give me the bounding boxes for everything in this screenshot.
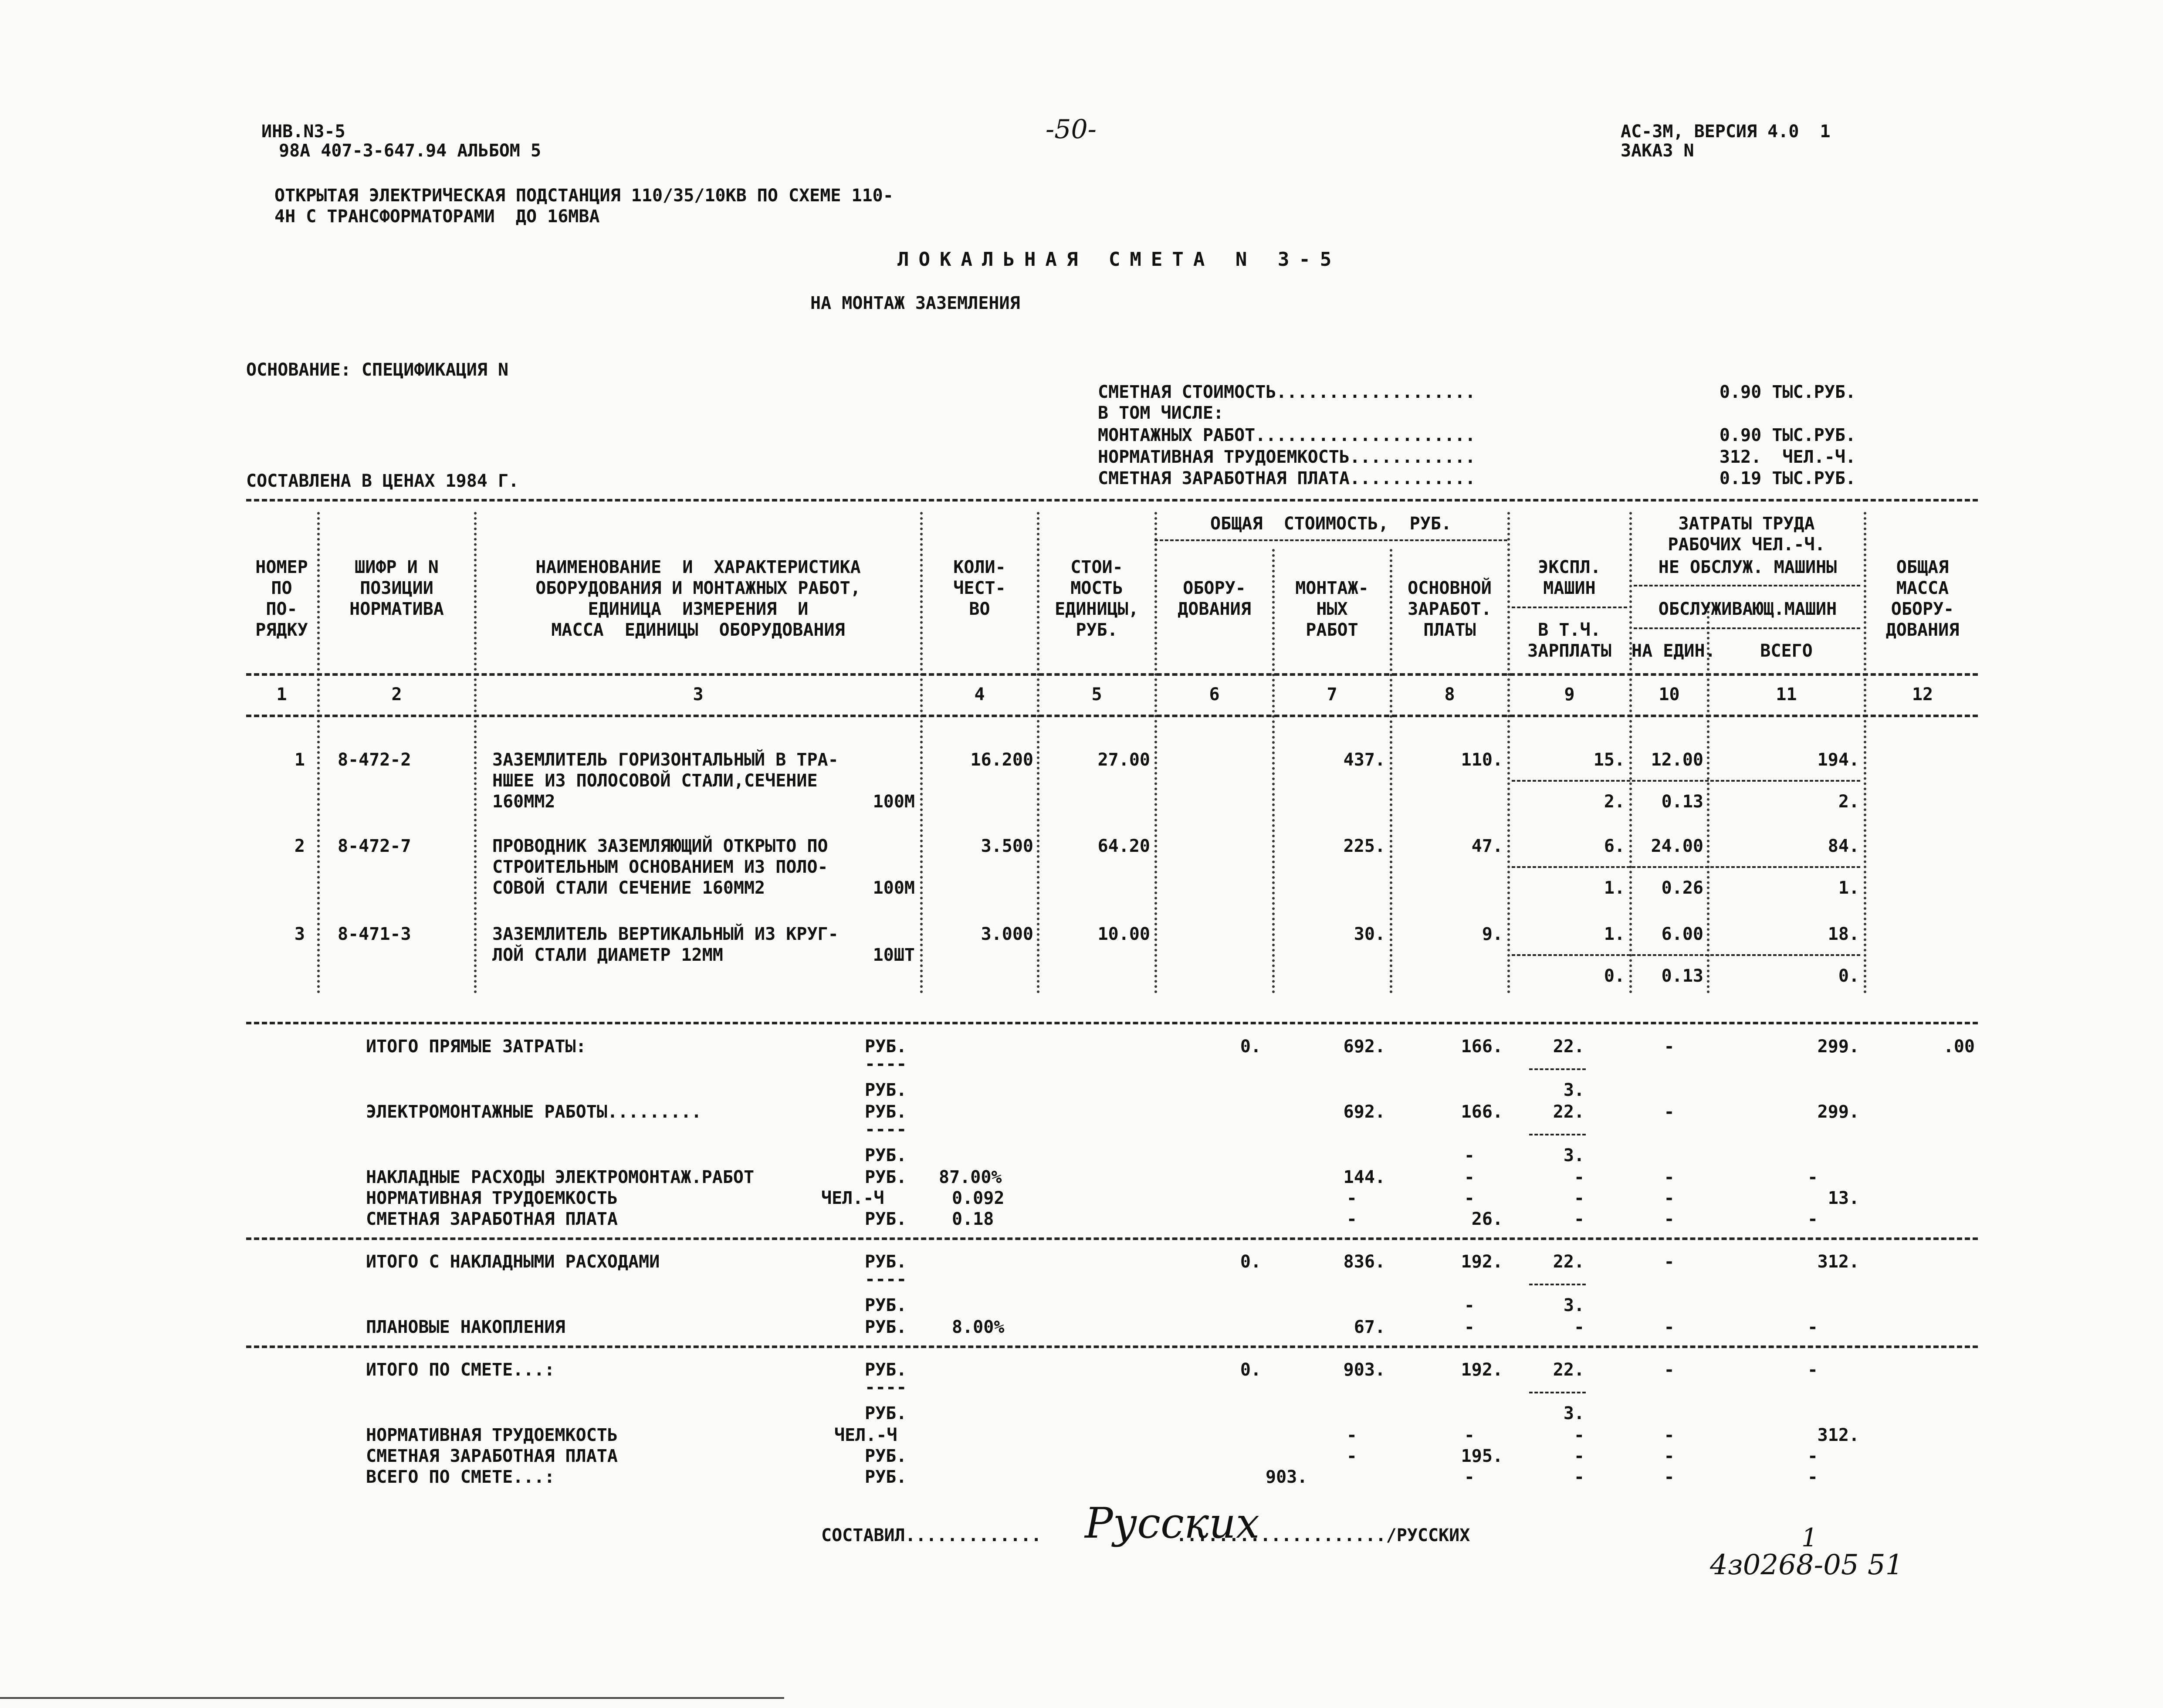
album-reference: 98А 407-3-647.94 АЛЬБОМ 5 <box>279 141 542 161</box>
column-header: ОБОРУ- <box>1183 578 1246 598</box>
subheader-rule <box>1634 627 1860 629</box>
unit-underline: ---- <box>865 1054 907 1074</box>
column-header: В Т.Ч. <box>1538 620 1601 640</box>
column-number: 10 <box>1659 685 1680 705</box>
total-labor: - <box>1807 1167 1818 1187</box>
row-labor-total-machines: 0. <box>1838 966 1859 986</box>
total-mass: .00 <box>1943 1037 1975 1057</box>
row-code: 8-471-3 <box>338 924 411 944</box>
wage-fund-label: СМЕТНАЯ ЗАРАБОТНАЯ ПЛАТА <box>366 1209 618 1229</box>
page-number: -50- <box>1046 114 1097 145</box>
compiler-name: ..................../РУССКИХ <box>1176 1525 1470 1545</box>
column-header: ЕДИНИЦЫ, <box>1055 599 1139 619</box>
total-estimate-label: ИТОГО ПО СМЕТЕ...: <box>366 1360 555 1380</box>
total-machines: 22. <box>1553 1252 1584 1272</box>
row-quantity: 3.000 <box>981 924 1033 944</box>
row-labor-per-unit-machines: 0.26 <box>1661 878 1703 898</box>
unit-underline: ---- <box>865 1269 907 1289</box>
row-labor-per-unit: 12.00 <box>1651 750 1703 770</box>
subheader-rule <box>1512 607 1627 608</box>
total-unit: РУБ. <box>865 1446 907 1466</box>
total-mounting: - <box>1346 1425 1357 1445</box>
total-wage: 192. <box>1461 1360 1503 1380</box>
summary-label: СМЕТНАЯ ЗАРАБОТНАЯ ПЛАТА............ <box>1098 468 1476 488</box>
total-unit: РУБ. <box>865 1167 907 1187</box>
row-subrule <box>1512 954 1860 956</box>
project-title-line2: 4Н С ТРАНСФОРМАТОРАМИ ДО 16МВА <box>274 207 600 227</box>
row-labor-total-machines: 1. <box>1838 878 1859 898</box>
total-equipment: 0. <box>1240 1360 1261 1380</box>
row-number: 1 <box>294 750 305 770</box>
norm-labor-label: НОРМАТИВНАЯ ТРУДОЕМКОСТЬ <box>366 1188 618 1208</box>
row-description: 160ММ2 <box>492 792 555 812</box>
total-wage: - <box>1464 1188 1475 1208</box>
summary-value: 312. ЧЕЛ.-Ч. <box>1719 447 1856 467</box>
total-unit: РУБ. <box>865 1080 907 1100</box>
total-labor: 299. <box>1817 1037 1859 1057</box>
total-machines: - <box>1574 1188 1584 1208</box>
column-header: НОМЕР <box>255 557 308 577</box>
total-labor: 312. <box>1817 1252 1859 1272</box>
row-description: СТРОИТЕЛЬНЫМ ОСНОВАНИЕМ ИЗ ПОЛО- <box>492 857 828 877</box>
total-machines: - <box>1574 1446 1584 1466</box>
total-labor-unit: - <box>1664 1317 1675 1337</box>
row-unit-price: 27.00 <box>1097 750 1150 770</box>
total-labor-unit: - <box>1664 1167 1675 1187</box>
price-basis-line: СОСТАВЛЕНА В ЦЕНАХ 1984 Г. <box>246 471 519 491</box>
overhead-label: НАКЛАДНЫЕ РАСХОДЫ ЭЛЕКТРОМОНТАЖ.РАБОТ <box>366 1167 755 1187</box>
column-header: ПО <box>271 578 292 598</box>
row-base-wage: 9. <box>1482 924 1503 944</box>
column-header: МАШИН <box>1543 578 1596 598</box>
total-labor-unit: - <box>1664 1467 1675 1487</box>
column-header: ПЛАТЫ <box>1423 620 1476 640</box>
total-unit: ЧЕЛ.-Ч <box>834 1425 897 1445</box>
summary-value: 0.90 ТЫС.РУБ. <box>1719 425 1856 445</box>
total-mounting: - <box>1346 1209 1357 1229</box>
total-mounting: 692. <box>1343 1102 1385 1122</box>
total-unit: РУБ. <box>865 1467 907 1487</box>
total-unit: РУБ. <box>865 1295 907 1315</box>
total-machine-wage: 3. <box>1563 1295 1584 1315</box>
column-header: ДОВАНИЯ <box>1178 599 1251 619</box>
unit-underline: ---- <box>865 1377 907 1397</box>
total-with-overhead-label: ИТОГО С НАКЛАДНЫМИ РАСХОДАМИ <box>366 1252 660 1272</box>
row-labor-per-unit: 24.00 <box>1651 836 1703 856</box>
column-header: НЫХ <box>1316 599 1348 619</box>
row-subrule <box>1512 866 1860 868</box>
archive-stamp: 4з0268-05 51 <box>1710 1549 1903 1581</box>
row-base-wage: 47. <box>1471 836 1503 856</box>
row-description: ПРОВОДНИК ЗАЗЕМЛЯЮЩИЙ ОТКРЫТО ПО <box>492 836 828 856</box>
project-title-line1: ОТКРЫТАЯ ЭЛЕКТРИЧЕСКАЯ ПОДСТАНЦИЯ 110/35/10КВ ПО СХЕМЕ 110- <box>274 186 894 206</box>
row-unit-price: 64.20 <box>1097 836 1150 856</box>
column-header: ДОВАНИЯ <box>1885 620 1960 640</box>
row-machine-cost: 1. <box>1604 924 1625 944</box>
total-unit: ЧЕЛ.-Ч <box>821 1188 884 1208</box>
row-mounting-cost: 30. <box>1354 924 1385 944</box>
total-labor-unit: - <box>1664 1446 1675 1466</box>
scan-edge-line <box>0 1697 784 1699</box>
total-labor-unit: - <box>1664 1209 1675 1229</box>
final-wage-label: СМЕТНАЯ ЗАРАБОТНАЯ ПЛАТА <box>366 1446 618 1466</box>
column-header: НЕ ОБСЛУЖ. МАШИНЫ <box>1658 557 1837 577</box>
column-header: ЕДИНИЦА ИЗМЕРЕНИЯ И <box>588 599 809 619</box>
column-header: ЗАРАБОТ. <box>1408 599 1492 619</box>
column-header: РЯДКУ <box>255 620 308 640</box>
total-wage: - <box>1464 1425 1475 1445</box>
column-header: ЧЕСТ- <box>953 578 1006 598</box>
total-wage: 26. <box>1471 1209 1503 1229</box>
row-description: ЛОЙ СТАЛИ ДИАМЕТР 12ММ <box>492 945 723 965</box>
row-labor-per-unit-machines: 0.13 <box>1661 792 1703 812</box>
total-wage: 195. <box>1461 1446 1503 1466</box>
total-unit: РУБ. <box>865 1102 907 1122</box>
column-header: ВСЕГО <box>1760 641 1813 661</box>
column-header: ЭКСПЛ. <box>1538 557 1601 577</box>
total-mounting: - <box>1346 1188 1357 1208</box>
column-number: 8 <box>1444 685 1455 705</box>
header-bottom-rule <box>246 715 1978 717</box>
total-labor: - <box>1807 1209 1818 1229</box>
total-machines: - <box>1574 1167 1584 1187</box>
total-wage: 192. <box>1461 1252 1503 1272</box>
column-number: 1 <box>276 685 287 705</box>
column-header: СТОИ- <box>1070 557 1123 577</box>
row-unit: 10ШТ <box>873 945 915 965</box>
total-wage: 166. <box>1461 1037 1503 1057</box>
row-labor-total: 194. <box>1817 750 1859 770</box>
document-title: ЛОКАЛЬНАЯ СМЕТА N 3-5 <box>897 248 1341 271</box>
row-labor-per-unit: 6.00 <box>1661 924 1703 944</box>
total-labor-unit: - <box>1664 1102 1675 1122</box>
column-header: РУБ. <box>1076 620 1118 640</box>
row-subrule <box>1512 780 1860 782</box>
row-quantity: 3.500 <box>981 836 1033 856</box>
basis-line: ОСНОВАНИЕ: СПЕЦИФИКАЦИЯ N <box>246 360 509 380</box>
total-machine-wage: 3. <box>1563 1080 1584 1100</box>
total-labor: 13. <box>1828 1188 1859 1208</box>
total-wage: - <box>1464 1317 1475 1337</box>
column-number: 6 <box>1209 685 1220 705</box>
wage-fund-rate: 0.18 <box>952 1209 994 1229</box>
group-header-labor: ЗАТРАТЫ ТРУДА <box>1678 514 1815 534</box>
row-labor-per-unit-machines: 0.13 <box>1661 966 1703 986</box>
total-unit: РУБ. <box>865 1317 907 1337</box>
total-labor: 312. <box>1817 1425 1859 1445</box>
column-header: НА ЕДИН. <box>1632 641 1716 661</box>
column-header: ОБОРУДОВАНИЯ И МОНТАЖНЫХ РАБОТ, <box>535 578 861 598</box>
column-header: МОНТАЖ- <box>1295 578 1369 598</box>
column-header: НОРМАТИВА <box>349 599 444 619</box>
norm-labor-rate: 0.092 <box>952 1188 1005 1208</box>
stamp-mark: 1 <box>1801 1523 1818 1552</box>
total-machines: - <box>1574 1209 1584 1229</box>
total-machines: 22. <box>1553 1102 1584 1122</box>
order-number: ЗАКАЗ N <box>1621 141 1694 161</box>
summary-label: СМЕТНАЯ СТОИМОСТЬ................... <box>1098 382 1476 402</box>
total-equipment: 0. <box>1240 1252 1261 1272</box>
total-direct-label: ИТОГО ПРЯМЫЕ ЗАТРАТЫ: <box>366 1037 586 1057</box>
summary-value: 0.19 ТЫС.РУБ. <box>1719 468 1856 488</box>
column-header: РАБОТ <box>1306 620 1358 640</box>
row-mounting-cost: 437. <box>1343 750 1385 770</box>
column-header: ОБЩАЯ <box>1896 557 1949 577</box>
total-wage: - <box>1464 1145 1475 1166</box>
summary-label: В ТОМ ЧИСЛЕ: <box>1098 403 1224 423</box>
total-machine-wage: 3. <box>1563 1145 1584 1166</box>
total-machines: - <box>1574 1317 1584 1337</box>
column-header: ПО- <box>266 599 298 619</box>
group-rule <box>1154 539 1507 541</box>
column-header: КОЛИ- <box>953 557 1006 577</box>
sub-rule <box>1529 1392 1586 1393</box>
total-unit: РУБ. <box>865 1209 907 1229</box>
grand-total-value: 903. <box>1266 1467 1308 1487</box>
total-unit: РУБ. <box>865 1145 907 1166</box>
totals-rule <box>246 1237 1978 1240</box>
total-mounting: - <box>1346 1446 1357 1466</box>
total-wage: - <box>1464 1167 1475 1187</box>
software-version: АС-3М, ВЕРСИЯ 4.0 1 <box>1621 122 1831 142</box>
header-rule <box>246 673 1978 676</box>
total-labor-unit: - <box>1664 1425 1675 1445</box>
total-mounting: 144. <box>1343 1167 1385 1187</box>
column-number: 12 <box>1912 685 1933 705</box>
row-code: 8-472-2 <box>338 750 411 770</box>
body-bottom-rule <box>246 1022 1978 1024</box>
group-header-labor: РАБОЧИХ ЧЕЛ.-Ч. <box>1668 535 1825 555</box>
total-unit: РУБ. <box>865 1403 907 1423</box>
total-labor: - <box>1807 1467 1818 1487</box>
total-machine-wage: 3. <box>1563 1403 1584 1423</box>
total-wage: - <box>1464 1467 1475 1487</box>
row-unit-price: 10.00 <box>1097 924 1150 944</box>
row-machine-wage: 0. <box>1604 966 1625 986</box>
column-number: 5 <box>1091 685 1102 705</box>
group-header-total-cost: ОБЩАЯ СТОИМОСТЬ, РУБ. <box>1210 514 1452 534</box>
document-subtitle: НА МОНТАЖ ЗАЗЕМЛЕНИЯ <box>810 293 1020 313</box>
column-header: ВО <box>969 599 990 619</box>
row-number: 3 <box>294 924 305 944</box>
row-labor-total: 84. <box>1828 836 1859 856</box>
total-wage: 166. <box>1461 1102 1503 1122</box>
total-mounting: 692. <box>1343 1037 1385 1057</box>
row-machine-wage: 2. <box>1604 792 1625 812</box>
planned-label: ПЛАНОВЫЕ НАКОПЛЕНИЯ <box>366 1317 565 1337</box>
column-number: 4 <box>974 685 985 705</box>
sub-rule <box>1529 1134 1586 1135</box>
column-header: ПОЗИЦИИ <box>360 578 433 598</box>
row-description: СОВОЙ СТАЛИ СЕЧЕНИЕ 160ММ2 <box>492 878 765 898</box>
row-labor-total-machines: 2. <box>1838 792 1859 812</box>
signature: Русских <box>1085 1499 1260 1548</box>
column-header: ШИФР И N <box>355 557 439 577</box>
total-labor: - <box>1807 1446 1818 1466</box>
sub-rule <box>1529 1284 1586 1285</box>
column-number: 2 <box>391 685 402 705</box>
sub-rule <box>1529 1068 1586 1070</box>
column-header: ЗАРПЛАТЫ <box>1527 641 1611 661</box>
total-unit: РУБ. <box>865 1037 907 1057</box>
total-mounting: 67. <box>1354 1317 1385 1337</box>
total-labor-unit: - <box>1664 1252 1675 1272</box>
total-equipment: 0. <box>1240 1037 1261 1057</box>
total-machines: - <box>1574 1425 1584 1445</box>
total-labor-unit: - <box>1664 1037 1675 1057</box>
total-mounting: 903. <box>1343 1360 1385 1380</box>
total-wage: - <box>1464 1295 1475 1315</box>
row-number: 2 <box>294 836 305 856</box>
grand-total-label: ВСЕГО ПО СМЕТЕ...: <box>366 1467 555 1487</box>
table-top-rule <box>246 499 1978 502</box>
row-mounting-cost: 225. <box>1343 836 1385 856</box>
row-machine-wage: 1. <box>1604 878 1625 898</box>
planned-rate: 8.00% <box>952 1317 1005 1337</box>
row-code: 8-472-7 <box>338 836 411 856</box>
row-quantity: 16.200 <box>970 750 1033 770</box>
totals-rule <box>246 1345 1978 1348</box>
summary-label: НОРМАТИВНАЯ ТРУДОЕМКОСТЬ............ <box>1098 447 1476 467</box>
unit-underline: ---- <box>865 1119 907 1139</box>
total-unit: РУБ. <box>865 1360 907 1380</box>
total-labor-unit: - <box>1664 1188 1675 1208</box>
column-number: 9 <box>1564 685 1575 705</box>
column-header: МАССА ЕДИНИЦЫ ОБОРУДОВАНИЯ <box>551 620 845 640</box>
row-unit: 100М <box>873 878 915 898</box>
total-mounting: 836. <box>1343 1252 1385 1272</box>
column-header: ОБОРУ- <box>1891 599 1954 619</box>
total-machines: - <box>1574 1467 1584 1487</box>
subheader-rule <box>1634 585 1860 586</box>
total-labor: - <box>1807 1317 1818 1337</box>
total-labor: - <box>1807 1360 1818 1380</box>
row-base-wage: 110. <box>1461 750 1503 770</box>
row-labor-total: 18. <box>1828 924 1859 944</box>
column-number: 7 <box>1327 685 1337 705</box>
final-labor-label: НОРМАТИВНАЯ ТРУДОЕМКОСТЬ <box>366 1425 618 1445</box>
summary-value: 0.90 ТЫС.РУБ. <box>1719 382 1856 402</box>
total-unit: РУБ. <box>865 1252 907 1272</box>
summary-label: МОНТАЖНЫХ РАБОТ..................... <box>1098 425 1476 445</box>
row-machine-cost: 6. <box>1604 836 1625 856</box>
row-machine-cost: 15. <box>1593 750 1625 770</box>
inventory-number: ИНВ.N3-5 <box>261 122 345 142</box>
total-labor-unit: - <box>1664 1360 1675 1380</box>
overhead-rate: 87.00% <box>939 1167 1002 1187</box>
column-header: ОСНОВНОЙ <box>1408 578 1492 598</box>
column-number: 11 <box>1776 685 1797 705</box>
column-number: 3 <box>693 685 704 705</box>
total-machines: 22. <box>1553 1037 1584 1057</box>
column-header: МАССА <box>1896 578 1949 598</box>
column-header: НАИМЕНОВАНИЕ И ХАРАКТЕРИСТИКА <box>535 557 861 577</box>
column-header: ОБСЛУЖИВАЮЩ.МАШИН <box>1658 599 1837 619</box>
total-machines: 22. <box>1553 1360 1584 1380</box>
row-description: ЗАЗЕМЛИТЕЛЬ ВЕРТИКАЛЬНЫЙ ИЗ КРУГ- <box>492 924 839 944</box>
total-labor: 299. <box>1817 1102 1859 1122</box>
row-unit: 100М <box>873 792 915 812</box>
compiled-by-label: СОСТАВИЛ............. <box>821 1525 1042 1545</box>
row-description: ЗАЗЕМЛИТЕЛЬ ГОРИЗОНТАЛЬНЫЙ В ТРА- <box>492 750 839 770</box>
column-header: МОСТЬ <box>1070 578 1123 598</box>
row-description: НШЕЕ ИЗ ПОЛОСОВОЙ СТАЛИ,СЕЧЕНИЕ <box>492 771 818 791</box>
total-electro-label: ЭЛЕКТРОМОНТАЖНЫЕ РАБОТЫ......... <box>366 1102 702 1122</box>
